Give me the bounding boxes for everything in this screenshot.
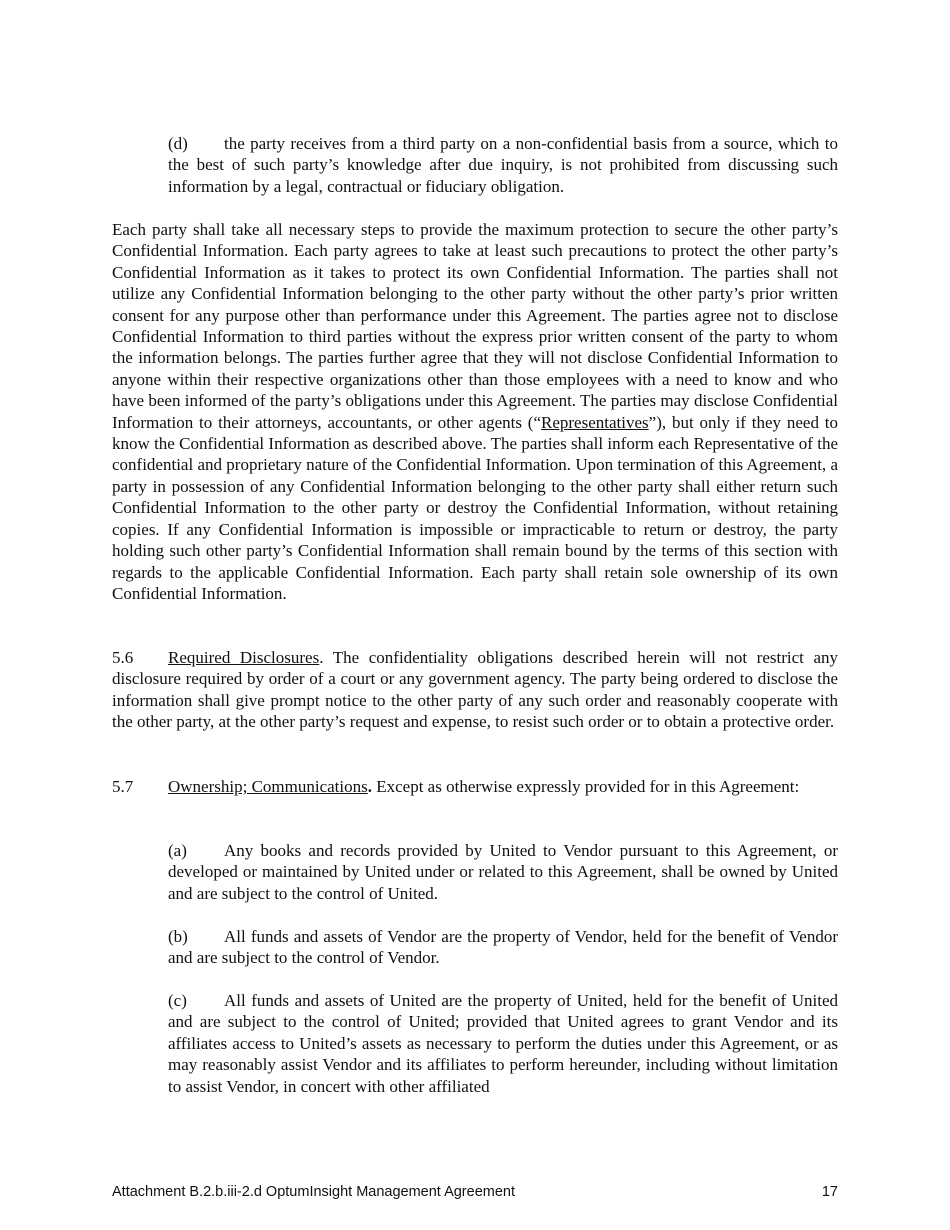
clause-text: All funds and assets of Vendor are the property of Vendor, held for the benefit of Vendor and are subject to the control of Vendor.	[168, 927, 838, 968]
clause-c	[168, 990, 838, 1097]
section-text: . The confidentiality obligations described herein will not restrict any disclosure required by order of a court or any government agency. The party being ordered to disclose the information shall give prompt notice to the other party of any such order and reasonably cooperate with the other party, at the other party’s request and expense, to resist such order or to obtain a protective order.	[112, 648, 838, 732]
clause-text: the party receives from a third party on a non-confidential basis from a source, which to the best of such party’s knowledge after due inquiry, is not prohibited from discussing such information by a legal, contractual or fiduciary obligation.	[168, 134, 838, 196]
section-number: 5.6	[112, 648, 134, 667]
clause-d	[168, 133, 838, 197]
section-heading-period: .	[367, 777, 372, 796]
clause-text: Any books and records provided by United to Vendor pursuant to this Agreement, or developed or maintained by United under or related to this Agreement, shall be owned by United and are subject to the control of United.	[168, 841, 838, 903]
section-5-6	[112, 647, 838, 733]
section-5-7	[112, 776, 838, 797]
paragraph-text-before: Each party shall take all necessary steps to provide the maximum protection to secure the other party’s Confidential Information. Each party agrees to take at least such precautions to protect the other party’s Confidential Information as it takes to protect its own Confidential Information. The parties shall not utilize any Confidential Information belonging to the other party without the other party’s prior written consent for any purpose other than performance under this Agreement. The parties agree not to disclose Confidential Information to third parties without the express prior written consent of the party to whom the information belongs. The parties further agree that they will not disclose Confidential Information to anyone within their respective organizations other than those employees with a need to know and who have been informed of the party’s obligations under this Agreement. The parties may disclose Confidential Information to their attorneys, accountants, or other agents (“	[112, 220, 838, 432]
clause-text: All funds and assets of United are the property of United, held for the benefit of United and are subject to the control of United; provided that United agrees to grant Vendor and its affiliates access to United’s assets as necessary to perform the duties under this Agreement, or as may reasonably assist Vendor and its affiliates to perform hereunder, including without limitation to assist Vendor, in concert with other affiliated	[168, 991, 838, 1096]
section-heading: Ownership; Communications	[168, 777, 368, 796]
clause-label: (b)	[168, 927, 188, 946]
clause-label: (a)	[168, 841, 187, 860]
clause-a	[168, 840, 838, 904]
section-text: Except as otherwise expressly provided for in this Agreement:	[371, 777, 800, 796]
page-number: 17	[821, 1184, 838, 1200]
section-heading: Required Disclosures	[168, 648, 320, 667]
footer-title: Attachment B.2.b.iii-2.d OptumInsight Management Agreement	[112, 1184, 515, 1200]
clause-label: (d)	[168, 134, 188, 153]
section-number: 5.7	[112, 777, 134, 796]
clause-b	[168, 926, 838, 969]
confidentiality-paragraph	[112, 219, 838, 604]
defined-term-representatives: Representatives	[541, 412, 649, 432]
clause-label: (c)	[168, 991, 187, 1010]
paragraph-text-after: ”), but only if they need to know the Confidential Information as described above. The parties shall inform each Representative of the confidential and proprietary nature of the Confidential Information. Upon termination of this Agreement, a party in possession of any Confidential Information belonging to the other party shall either return such Confidential Information to the other party or destroy the Confidential Information, without retaining copies. If any Confidential Information is impossible or impracticable to return or destroy, the party holding such other party’s Confidential Information shall remain bound by the terms of this section with regards to the applicable Confidential Information. Each party shall retain sole ownership of its own Confidential Information.	[112, 412, 839, 603]
page-footer	[112, 1183, 838, 1201]
